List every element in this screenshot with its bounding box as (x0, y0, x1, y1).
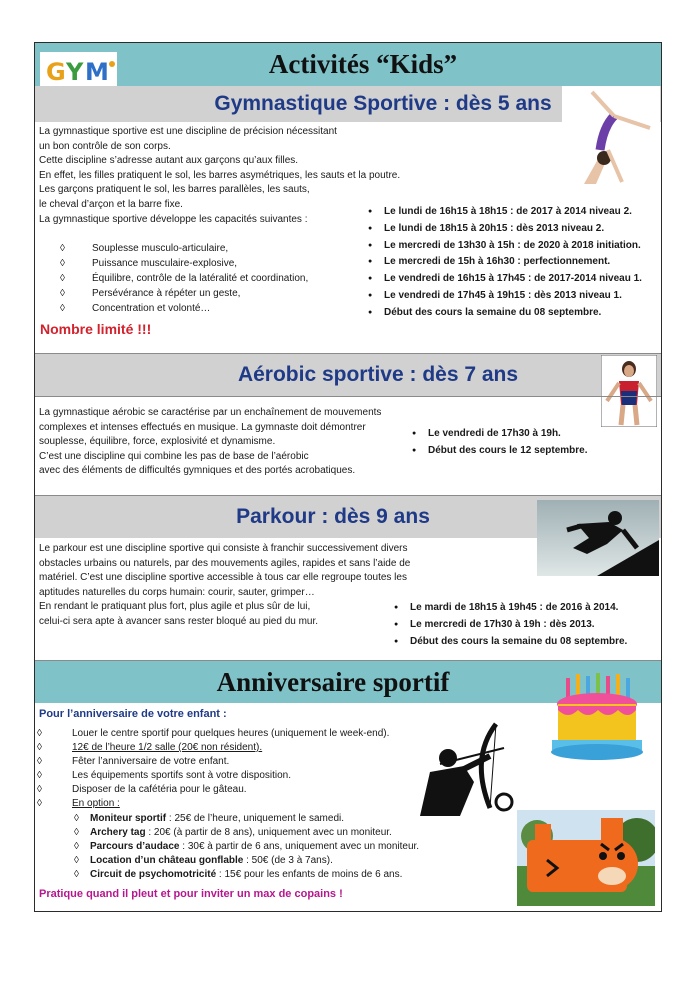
schedule-item: ● Le mercredi de 15h à 16h30 : perfectionnement. (366, 254, 642, 271)
aerobic-title: Aérobic sportive : dès 7 ans (237, 363, 519, 386)
diamond-icon: ◊ (37, 798, 42, 809)
birthday-options-list (74, 812, 419, 882)
diamond-icon: ◊ (60, 288, 65, 299)
parkour-title: Parkour : dès 9 ans (236, 505, 430, 528)
diamond-icon: ◊ (60, 258, 65, 269)
parkour-desc-line: matériel. C’est une discipline sportive accessible à tous car elle regroupe toutes les (39, 572, 407, 584)
diamond-icon: ◊ (37, 770, 42, 781)
parkour-silhouette-photo (537, 500, 659, 576)
birthday-title: Anniversaire sportif (216, 667, 450, 697)
aerobic-title-band (35, 354, 661, 396)
diamond-icon: ◊ (37, 742, 42, 753)
divider (35, 396, 661, 397)
aerobic-description (39, 406, 381, 479)
gym-description (39, 125, 400, 227)
limited-notice: Nombre limité !!! (40, 321, 152, 337)
option-item: ◊ Parcours d’audace : 30€ à partir de 6 ans, uniquement avec un moniteur. (74, 841, 420, 852)
diamond-icon: ◊ (60, 303, 65, 314)
schedule-item: ● Le vendredi de 16h15 à 17h45 : de 2017-2014 niveau 1. (366, 271, 642, 288)
schedule-item: ● Le vendredi de 17h45 à 19h15 : dès 2013 niveau 1. (366, 288, 642, 305)
list-item: ◊ En option : (37, 798, 120, 809)
option-item: ◊ Circuit de psychomotricité : 15€ pour les enfants de moins de 6 ans. (74, 869, 403, 880)
list-item: ◊ Équilibre, contrôle de la latéralité et coordination, (60, 273, 309, 284)
aerobic-schedule-list (410, 426, 588, 460)
parkour-schedule-list (392, 600, 627, 650)
option-item: ◊ Moniteur sportif : 25€ de l’heure, uniquement le samedi. (74, 813, 344, 824)
diamond-icon: ◊ (37, 784, 42, 795)
svg-text:Y: Y (66, 58, 84, 86)
diamond-icon: ◊ (37, 756, 42, 767)
gym-desc-line: le cheval d’arçon et la barre fixe. (39, 198, 183, 210)
aerobic-desc-line: La gymnastique aérobic se caractérise par un enchaînement de mouvements (39, 407, 382, 418)
parkour-desc-line: aptitudes naturelles du corps humain: courir, sauter, grimper… (39, 586, 315, 598)
aerobic-gymnast-photo (601, 355, 657, 427)
diamond-icon: ◊ (60, 273, 65, 284)
parkour-description (39, 542, 410, 630)
parkour-desc-line: En rendant le pratiquant plus fort, plus agile et plus sûr de lui, (39, 601, 311, 613)
schedule-item: ● Le mercredi de 17h30 à 19h : dès 2013. (392, 617, 627, 634)
svg-text:G: G (46, 58, 66, 86)
list-item: ◊ 12€ de l’heure 1/2 salle (20€ non résident). (37, 742, 263, 753)
schedule-item: ● Le vendredi de 17h30 à 19h. (410, 426, 588, 443)
gym-title: Gymnastique Sportive : dès 5 ans (214, 92, 552, 115)
list-item: ◊ Concentration et volonté… (60, 303, 211, 314)
parkour-desc-line: Le parkour est une discipline sportive qui consiste à franchir successivement divers (39, 543, 408, 554)
gym-desc-line: un bon contrôle de son corps. (39, 140, 171, 152)
gym-desc-line: La gymnastique sportive développe les capacités suivantes : (39, 213, 308, 225)
birthday-cake-illustration (548, 670, 646, 762)
page-title: Activités “Kids” (268, 49, 458, 79)
birthday-list (37, 727, 389, 811)
schedule-item: ● Début des cours la semaine du 08 septembre. (392, 634, 627, 651)
diamond-icon: ◊ (74, 841, 79, 852)
schedule-item: ● Le mardi de 18h15 à 19h45 : de 2016 à 2014. (392, 600, 627, 617)
diamond-icon: ◊ (74, 869, 79, 880)
diamond-icon: ◊ (60, 243, 65, 254)
birthday-footer: Pratique quand il pleut et pour inviter un max de copains ! (39, 888, 343, 900)
diamond-icon: ◊ (74, 827, 79, 838)
option-item: ◊ Location d’un château gonflable : 50€ (de 3 à 7ans). (74, 855, 333, 866)
aerobic-desc-line: avec des éléments de difficultés gymniques et des portés acrobatiques. (39, 465, 356, 477)
header-band (35, 43, 661, 86)
bouncy-castle-photo (517, 810, 655, 906)
list-item: ◊ Puissance musculaire-explosive, (60, 258, 238, 269)
aerobic-desc-line: complexes et intenses effectués en musique. La gymnaste doit démontrer (39, 421, 366, 433)
parkour-desc-line: celui-ci sera apte à avancer sans rester bloqué au pied du mur. (39, 615, 319, 627)
gym-capacities-list (60, 241, 308, 316)
gym-desc-line: Cette discipline s’adresse autant aux garçons qu’aux filles. (39, 155, 299, 167)
diamond-icon: ◊ (74, 813, 79, 824)
list-item: ◊ Fêter l’anniversaire de votre enfant. (37, 756, 230, 767)
gym-desc-line: En effet, les filles pratiquent le sol, les barres asymétriques, les sauts et la poutre. (39, 169, 401, 181)
archer-illustration (400, 718, 516, 822)
schedule-item: ● Le mercredi de 13h30 à 15h : de 2020 à 2018 initiation. (366, 238, 642, 255)
list-item: ◊ Persévérance à répéter un geste, (60, 288, 241, 299)
diamond-icon: ◊ (37, 728, 42, 739)
gymnast-handstand-photo (562, 86, 660, 188)
schedule-item: ● Le lundi de 16h15 à 18h15 : de 2017 à 2014 niveau 2. (366, 204, 642, 221)
aerobic-desc-line: C’est une discipline qui combine les pas de base de l’aérobic (39, 450, 309, 462)
list-item: ◊ Souplesse musculo-articulaire, (60, 243, 229, 254)
schedule-item: ● Le lundi de 18h15 à 20h15 : dès 2013 niveau 2. (366, 221, 642, 238)
option-item: ◊ Archery tag : 20€ (à partir de 8 ans), uniquement avec un moniteur. (74, 827, 392, 838)
schedule-item: ● Début des cours le 12 septembre. (410, 443, 588, 460)
birthday-intro: Pour l’anniversaire de votre enfant : (39, 708, 227, 720)
schedule-item: ● Début des cours la semaine du 08 septembre. (366, 305, 642, 322)
parkour-desc-line: obstacles urbains ou naturels, par des mouvements agiles, rapides et sans l’aide de (39, 557, 411, 569)
diamond-icon: ◊ (74, 855, 79, 866)
list-item: ◊ Louer le centre sportif pour quelques heures (uniquement le week-end). (37, 728, 390, 739)
aerobic-desc-line: souplesse, équilibre, force, explosivité et dynamisme. (39, 436, 276, 448)
svg-text:M: M (85, 58, 109, 86)
gym-desc-line: La gymnastique sportive est une discipline de précision nécessitant (39, 126, 337, 137)
list-item: ◊ Les équipements sportifs sont à votre disposition. (37, 770, 292, 781)
gym-desc-line: Les garçons pratiquent le sol, les barres parallèles, les sauts, (39, 184, 310, 196)
list-item: ◊ Disposer de la cafétéria pour le gâteau. (37, 784, 247, 795)
gym-schedule-list (366, 204, 642, 322)
